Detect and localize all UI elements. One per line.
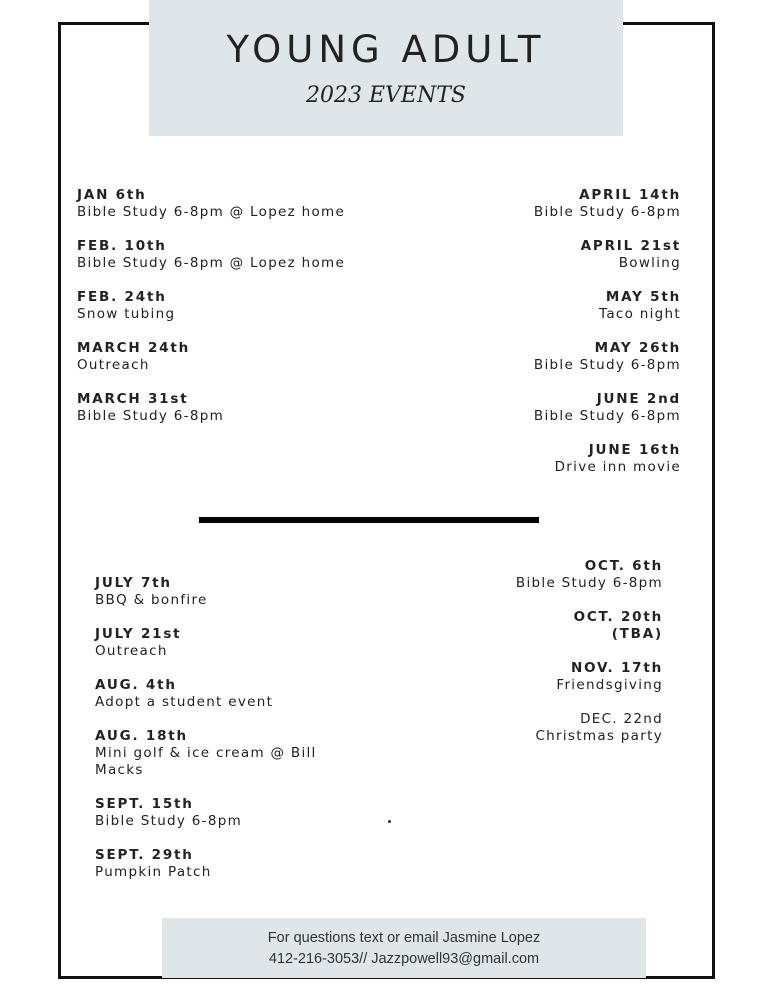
- event-item: [413, 660, 663, 694]
- event-item: [421, 238, 681, 272]
- event-date: APRIL 21st: [580, 238, 681, 254]
- event-item: [77, 391, 397, 425]
- event-item: [95, 677, 365, 711]
- event-item: [421, 289, 681, 323]
- event-desc: (TBA): [611, 626, 663, 642]
- contact-line: 412-216-3053// Jazzpowell93@gmail.com: [268, 951, 540, 967]
- event-date: SEPT. 29th: [95, 847, 194, 863]
- header-banner: [149, 0, 623, 136]
- event-item: [95, 847, 365, 881]
- event-desc: Christmas party: [535, 728, 663, 744]
- event-item: [413, 711, 663, 745]
- event-item: [421, 391, 681, 425]
- event-desc: Bible Study 6-8pm @ Lopez home: [77, 204, 346, 220]
- event-desc: Drive inn movie: [554, 459, 681, 475]
- stray-dot: [388, 820, 391, 823]
- event-date: MARCH 31st: [77, 391, 189, 407]
- page-subtitle: 2023 EVENTS: [306, 83, 466, 108]
- events-apr-jun: [421, 187, 681, 493]
- events-jan-mar: [77, 187, 397, 442]
- event-desc: Outreach: [95, 643, 168, 659]
- contact-line: For questions text or email Jasmine Lopez: [267, 930, 541, 946]
- event-item: [413, 609, 663, 643]
- event-date: FEB. 24th: [77, 289, 167, 305]
- event-desc: Taco night: [599, 306, 681, 322]
- event-date: SEPT. 15th: [95, 796, 194, 812]
- event-desc: Bible Study 6-8pm: [95, 813, 243, 829]
- event-item: [95, 796, 365, 830]
- event-desc: Bible Study 6-8pm: [533, 204, 681, 220]
- event-desc: Bible Study 6-8pm: [533, 357, 681, 373]
- event-item: [77, 289, 397, 323]
- event-item: [95, 575, 365, 609]
- event-desc: BBQ & bonfire: [95, 592, 208, 608]
- event-date: JULY 7th: [95, 575, 172, 591]
- events-oct-dec: [413, 558, 663, 762]
- contact-footer: [162, 918, 646, 978]
- event-item: [95, 626, 365, 660]
- event-desc: Pumpkin Patch: [95, 864, 212, 880]
- event-date: DEC. 22nd: [580, 711, 663, 727]
- event-date: JULY 21st: [95, 626, 182, 642]
- event-date: MARCH 24th: [77, 340, 191, 356]
- event-desc: Bible Study 6-8pm: [77, 408, 225, 424]
- event-desc: Bible Study 6-8pm @ Lopez home: [77, 255, 346, 271]
- event-date: MAY 5th: [605, 289, 681, 305]
- event-desc: Friendsgiving: [556, 677, 663, 693]
- event-date: NOV. 17th: [571, 660, 663, 676]
- event-desc: Snow tubing: [77, 306, 176, 322]
- event-date: AUG. 18th: [95, 728, 188, 744]
- section-divider: [199, 517, 539, 523]
- event-item: [413, 558, 663, 592]
- event-item: [421, 442, 681, 476]
- event-item: [77, 340, 397, 374]
- event-date: JUNE 16th: [588, 442, 681, 458]
- event-item: [95, 728, 365, 779]
- event-desc: Bible Study 6-8pm: [533, 408, 681, 424]
- event-item: [421, 187, 681, 221]
- event-date: JUNE 2nd: [596, 391, 681, 407]
- event-desc: Mini golf & ice cream @ Bill Macks: [95, 745, 317, 778]
- event-date: MAY 26th: [594, 340, 681, 356]
- event-date: FEB. 10th: [77, 238, 167, 254]
- events-jul-sep: [95, 575, 365, 898]
- event-desc: Adopt a student event: [95, 694, 274, 710]
- event-item: [77, 187, 397, 221]
- event-date: JAN 6th: [77, 187, 147, 203]
- event-item: [421, 340, 681, 374]
- event-date: APRIL 14th: [579, 187, 681, 203]
- event-date: AUG. 4th: [95, 677, 177, 693]
- event-date: OCT. 20th: [573, 609, 663, 625]
- page-title: YOUNG ADULT: [226, 28, 546, 71]
- event-desc: Outreach: [77, 357, 150, 373]
- event-desc: Bible Study 6-8pm: [515, 575, 663, 591]
- event-date: OCT. 6th: [584, 558, 663, 574]
- event-desc: Bowling: [618, 255, 681, 271]
- event-item: [77, 238, 397, 272]
